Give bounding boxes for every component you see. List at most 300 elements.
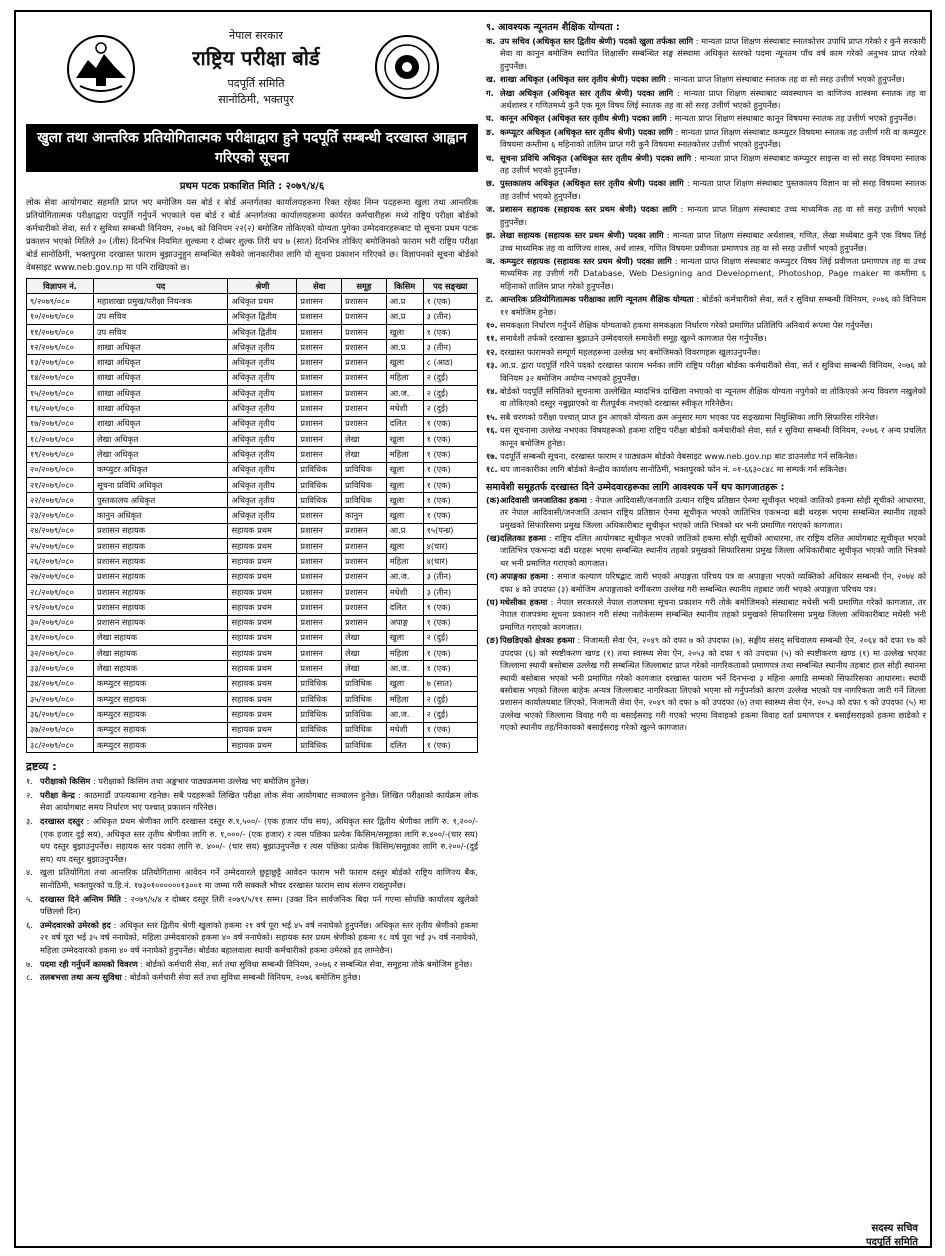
item-number: ङ. [486, 126, 495, 137]
table-cell: लेखा [342, 431, 387, 446]
item-number: (ग) [486, 571, 499, 582]
item-text: : मान्यता प्राप्त शिक्षण संस्थाबाट उच्च माध्यमिक तह वा सो सरह उत्तीर्ण भएको हुनुपर्नेछ। [500, 204, 926, 227]
item-body [500, 532, 926, 569]
table-cell: १ (एक) [423, 447, 477, 462]
item-heading: पुस्तकालय अधिकृत (अधिकृत स्तर तृतीय श्रेणी) पदका लागि [500, 178, 684, 189]
table-row [27, 431, 478, 446]
list-item [486, 112, 926, 124]
item-number: घ. [486, 113, 494, 124]
table-cell: अधिकृत तृतीय [228, 416, 297, 431]
item-heading: परीक्षा केन्द्र [40, 789, 75, 800]
table-cell: २ (दुई) [423, 707, 477, 722]
table-cell: कानुन [342, 508, 387, 523]
table-cell: खुला [386, 508, 423, 523]
table-cell: प्रशासन [297, 431, 342, 446]
item-text: : मान्यता प्राप्त शिक्षण संस्थाबाट अर्थशास्त्र, गणित, लेखा मध्येबाट कुनै एक विषय लिई उच्च माध्यमिक तह वा वाणिज्य शास्त्र, अर्थ शास्त्र, गणित विषयमा प्रवीणता प्रमाणपत्र तह वा सो सरह उत्तीर्ण भएको हुनुपर्नेछ। [500, 230, 926, 253]
item-body [500, 346, 760, 358]
table-cell: प्रशासन [342, 416, 387, 431]
item-number: ६. [26, 919, 33, 930]
table-cell: २८/२०७९/०८० [27, 584, 94, 599]
table-cell: १ (एक) [423, 508, 477, 523]
item-text: आ.प्र. द्वारा पदपूर्ति गरिने पदको दरखास्त फाराम भर्नका लागि राष्ट्रिय परीक्षा बोर्डका कर्मचारीको सेवा, सर्त र सुविधा सम्बन्धी विनियम, २०७६ को विनियम ३२ बमोजिम अयोग्य नभएको हुनुपर्नेछ। [500, 360, 926, 383]
table-cell: लेखा सहायक [93, 630, 228, 645]
table-cell: प्रशासन [297, 523, 342, 538]
table-cell: ११/२०७९/०८० [27, 324, 94, 339]
table-cell: कम्प्युटर सहायक [93, 692, 228, 707]
item-number: १८. [486, 464, 498, 475]
table-cell: प्रशासन [297, 370, 342, 385]
table-cell: ९/२०७९/०८० [27, 294, 94, 309]
table-cell: १५/२०७९/०८० [27, 386, 94, 401]
table-cell: अधिकृत तृतीय [228, 462, 297, 477]
item-number: (ख) [486, 533, 501, 544]
table-cell: अधिकृत तृतीय [228, 447, 297, 462]
table-cell: शाखा अधिकृत [93, 340, 228, 355]
table-cell: आ.प्र [386, 523, 423, 538]
table-cell: ३७/२०७९/०८० [27, 722, 94, 737]
item-text: : बोर्डको कर्मचारी सेवा सर्त तथा सुविधा सम्बन्धी विनियम, २०७६ बमोजिम हुनेछ। [121, 972, 361, 983]
item-text: बोर्डको पदपूर्ति समितिको सूचनामा उल्लेखित म्यादभित्र दाखिला नभएको वा न्यूनतम शैक्षिक योग्यता नपुगेको वा तोकिएको अन्य विवरण नखुलेको वा तोकिएको दस्तुर नबुझाएको वा रीतपूर्वक नभएको दरखास्त स्वीकृत गरिनेछैन। [500, 385, 926, 409]
item-text: सबै चरणको परीक्षा पश्चात् प्राप्त हुन आएको योग्यता क्रम अनुसार माग भएका पद सङ्ख्यामा नियुक्तिका लागि सिफारिस गरिनेछ। [500, 411, 879, 422]
item-text: समकक्षता निर्धारण गर्नुपर्ने शैक्षिक योग्यताको हकमा समकक्षता निर्धारण गरेको प्रमाणित प्रतिलिपि अनिवार्य रूपमा पेस गर्नुपर्नेछ। [500, 319, 873, 330]
table-cell: प्रशासन [342, 401, 387, 416]
table-cell: आ.प्र [386, 309, 423, 324]
signature-title: सदस्य सचिव [871, 1223, 918, 1234]
table-cell: शाखा अधिकृत [93, 401, 228, 416]
board-seal-icon [374, 34, 440, 100]
item-text: : काठमाडौं उपत्यकामा रहनेछ। सबै पदहरूको लिखित परीक्षा लोक सेवा आयोगबाट सञ्चालन हुनेछ। लिखित परीक्षाको कार्यक्रम लोक सेवा आयोगबाट समय निर्धारण भए पश्चात् प्रकाशन गरिनेछ। [40, 789, 478, 813]
table-cell: प्रशासन [342, 615, 387, 630]
item-number: १. [26, 776, 33, 787]
item-heading: परीक्षाको किसिम [40, 776, 91, 787]
table-cell: १ (एक) [423, 615, 477, 630]
qualification-list [486, 35, 926, 318]
table-cell: अधिकृत तृतीय [228, 493, 297, 508]
table-cell: ७ (सात) [423, 676, 477, 691]
table-cell: प्राविधिक [297, 722, 342, 737]
table-cell: महिला [386, 554, 423, 569]
item-number: ख. [486, 74, 496, 85]
item-body [500, 293, 926, 318]
table-row [27, 340, 478, 355]
table-cell: महिला [386, 646, 423, 661]
item-heading: मधेसीका हकमा [500, 597, 548, 608]
item-body [500, 494, 926, 531]
table-cell: प्राविधिक [342, 477, 387, 492]
item-text: : मान्यता प्राप्त शिक्षण संस्थाबाट कानून विषयमा स्नातक तह उत्तीर्ण भएको हुनुपर्नेछ। [666, 113, 917, 124]
table-cell: अधिकृत तृतीय [228, 508, 297, 523]
publish-date: प्रथम पटक प्रकाशित मिति : २०७९/४/६ [179, 181, 325, 192]
table-cell: लेखा [342, 630, 387, 645]
table-row [27, 447, 478, 462]
table-cell: कम्प्युटर सहायक [93, 676, 228, 691]
table-cell: कम्प्युटर सहायक [93, 737, 228, 752]
table-cell: दलित [386, 600, 423, 615]
table-row [27, 370, 478, 385]
table-cell: १ (एक) [423, 462, 477, 477]
item-text: : नेपाल आदिवासी/जनजाति उत्थान राष्ट्रिय प्रतिष्ठान ऐनमा सूचीकृत भएको जातिको हकमा सोही सूचीको आधारमा, तर नेपाल आदिवासी/जनजाति उत्थान राष्ट्रिय प्रतिष्ठान ऐनमा सूचीकृत भएको जातिभित्र एकभन्दा बढी थरहरू भएमा सम्बन्धित स्थानीय तहको प्रमुखको सिफारिसमा प्रमुख जिल्ला अधिकारीबाट सूचीकृत भएको जाति भित्रको थर भनी प्रमाणित गराएको कागजात। [500, 494, 926, 530]
table-row [27, 737, 478, 752]
item-text: पदपूर्ति सम्बन्धी सूचना, दरखास्त फाराम र पाठ्यक्रम बोर्डको वेबसाइट www.neb.gov.np बाट डाउनलोड गर्न सकिनेछ। [500, 451, 858, 461]
table-cell: अधिकृत द्वितीय [228, 324, 297, 339]
table-row [27, 722, 478, 737]
table-cell: ३ (तीन) [423, 584, 477, 599]
list-item [26, 893, 478, 918]
table-row [27, 539, 478, 554]
table-cell: प्रशासन सहायक [93, 523, 228, 538]
table-cell: कम्प्युटर अधिकृत [93, 462, 228, 477]
table-cell: ४(चार) [423, 539, 477, 554]
list-item [26, 775, 478, 788]
table-header-row [27, 279, 478, 294]
item-heading: उप सचिव (अधिकृत स्तर द्वितीय श्रेणी) पदको खुला तर्फका लागि [500, 36, 694, 46]
table-cell: प्रशासन [342, 294, 387, 309]
list-item [26, 971, 478, 984]
additional-rules-list [486, 319, 926, 476]
table-cell: खुला [386, 431, 423, 446]
item-heading: कानून अधिकृत (अधिकृत स्तर तृतीय श्रेणी) पदका लागि [500, 113, 667, 124]
item-body [40, 866, 478, 891]
table-cell: प्रशासन सहायक [93, 615, 228, 630]
table-cell: प्रशासन सहायक [93, 584, 228, 599]
table-cell: प्रशासन [297, 661, 342, 676]
list-item [486, 463, 926, 475]
list-item [486, 359, 926, 384]
table-cell: अधिकृत तृतीय [228, 431, 297, 446]
table-cell: २०/२०७९/०८० [27, 462, 94, 477]
table-cell: प्रशासन [297, 539, 342, 554]
table-cell: १ (एक) [423, 646, 477, 661]
table-cell: २ (दुई) [423, 370, 477, 385]
table-cell: प्राविधिक [297, 692, 342, 707]
table-cell: १ (एक) [423, 324, 477, 339]
item-text: : बोर्डको कर्मचारीको सेवा, सर्त र सुविधा सम्बन्धी विनियम, २०७६ को विनियम ११ बमोजिम हुनेछ। [500, 294, 926, 317]
table-cell: खुला [386, 630, 423, 645]
table-cell: अधिकृत प्रथम [228, 294, 297, 309]
item-text: : निजामती सेवा ऐन, २०४९ को दफा ७ को उपदफा (७), सङ्घीय संसद् सचिवालय सम्बन्धी ऐन, २०६४ को दफा १७ को उपदफा (६) को स्पष्टीकरण खण्ड (१) तथा स्वास्थ्य सेवा ऐन, २०५३ को दफा ९ को उपदफा (५) को स्पष्टीकरण खण्ड (१) मा उल्लेख भएका जिल्लामा स्थायी बसोबास उल्लेख गरी सम्बन्धित जिल्लाबाट प्राप्त गरेको नागरिकताको प्रमाणपत्र तथा सम्बन्धित स्थानीय तहबाट हाल सोही स्थानमा स्थायी बसोबास भएको भनी प्रमाणित गरेको कागजात दरखास्त फाराम भर्ने दिनभन्दा ३ महिना अगाडि सम्मको सिफारिसका आधारमा। स्थायी बसोबास भएको जिल्ला बाहेक अन्यत्र जिल्लाबाट नागरिकता लिएको भएमा सो गर्नुपर्नाको कारण उल्लेख भएको पत्र नागरिकता जारी गर्ने जिल्ला प्रशासन कार्यालयबाट लिएको, निजामती सेवा ऐन, २०४९ को दफा ७ को उपदफा (७) तथा स्वास्थ्य सेवा ऐन, २०५३ को दफा ९ को उपदफा (५) मा उल्लेख भएको जिल्लामा विवाह गरी वा बसाईसराइ गरी गएको भएमा विवाहको हकमा विवाह दर्ता प्रमाणपत्र र बसाईसराइको हकमा छाडेको र गएको स्थानीय तह/निकायको बसाईसराइ गरेको खुल्ने कागजात। [500, 635, 926, 733]
table-cell: १६/२०७९/०८० [27, 401, 94, 416]
table-cell: ३०/२०७९/०८० [27, 615, 94, 630]
table-cell: प्रशासन [342, 584, 387, 599]
table-cell: सहायक प्रथम [228, 646, 297, 661]
table-cell: आ.ज. [386, 661, 423, 676]
list-item [26, 815, 478, 865]
table-cell: ३८/२०७९/०८० [27, 737, 94, 752]
item-body [500, 126, 926, 151]
table-cell: शाखा अधिकृत [93, 355, 228, 370]
table-row [27, 600, 478, 615]
table-cell: १ (एक) [423, 493, 477, 508]
item-heading: आन्तरिक प्रतियोगितात्मक परीक्षाका लागि न्यूनतम शैक्षिक योग्यता [500, 294, 694, 305]
table-cell: ३२/२०७९/०८० [27, 646, 94, 661]
table-cell: अधिकृत तृतीय [228, 477, 297, 492]
table-cell: २३/२०७९/०८० [27, 508, 94, 523]
table-cell: खुला [386, 324, 423, 339]
table-cell: प्रशासन [297, 340, 342, 355]
table-row [27, 386, 478, 401]
item-number: क. [486, 36, 496, 46]
item-number: च. [486, 152, 495, 163]
table-cell: प्रशासन [297, 324, 342, 339]
table-cell: अधिकृत तृतीय [228, 386, 297, 401]
table-row [27, 554, 478, 569]
table-cell: शाखा अधिकृत [93, 416, 228, 431]
item-text: : मान्यता प्राप्त शिक्षण संस्थाबाट कम्प्युटर विषय लिई प्रवीणता प्रमाणपत्र तह वा उच्च माध्यमिक तह उत्तीर्ण गरी Database, Web Designing and Development, Photoshop, Page maker मा कम्तीमा ६ महिनाको तालिम प्राप्त गरेको हुनुपर्नेछ। [500, 255, 926, 291]
table-cell: खुला [386, 462, 423, 477]
table-row [27, 355, 478, 370]
table-cell: प्रशासन [297, 386, 342, 401]
table-cell: प्रशासन [342, 340, 387, 355]
table-row [27, 309, 478, 324]
item-number: १३. [486, 360, 498, 371]
item-text: : परीक्षाको किसिम तथा अङ्कभार पाठ्यक्रममा उल्लेख भए बमोजिम हुनेछ। [90, 776, 309, 787]
item-text: : मान्यता प्राप्त शिक्षण संस्थाबाट पुस्तकालय विज्ञान वा सो सरह विषयमा स्नातक तह उत्तीर्ण भएको हुनुपर्नेछ। [500, 178, 926, 201]
item-body [500, 35, 926, 72]
notice-page [14, 10, 932, 1248]
table-cell: २५/२०७९/०८० [27, 539, 94, 554]
item-text: दरखास्त फारामको सम्पूर्ण महलहरूमा उल्लेख भए बमोजिमको विवरणहरू खुलाउनुपर्नेछ। [500, 346, 761, 357]
item-body [500, 203, 926, 228]
table-row [27, 477, 478, 492]
table-cell: प्रशासन सहायक [93, 569, 228, 584]
table-row [27, 692, 478, 707]
table-cell: दलित [386, 416, 423, 431]
item-number: १५. [486, 411, 498, 422]
nepal-emblem-icon [66, 34, 136, 104]
item-heading: सूचना प्रविधि अधिकृत (अधिकृत स्तर तृतीय श्रेणी) पदका लागि [500, 152, 692, 163]
table-cell: प्रशासन [297, 569, 342, 584]
item-heading: दरखास्त दस्तुर [40, 815, 84, 826]
item-body [500, 319, 873, 331]
item-text: : मान्यता प्राप्त शिक्षण संस्थाबाट कम्प्युटर साइन्स वा सो सरह विषयमा स्नातक तह उत्तीर्ण भएको हुनुपर्नेछ। [500, 152, 926, 176]
item-text: : राष्ट्रिय दलित आयोगबाट सूचीकृत भएको जातिको हकमा सोही सूचीको आधारमा, तर राष्ट्रिय दलित आयोगबाट सूचीकृत भएको जातिभित्र एकभन्दा बढी थरहरू भएमा सम्बन्धित स्थानीय तहको प्रमुखको सिफारिसमा प्रमुख जिल्ला अधिकारीबाट सूचीकृत भएको जाति भित्रको थर भनी प्रमाणित गराएको कागजात। [500, 533, 926, 568]
table-cell: उप सचिव [93, 309, 228, 324]
table-cell: प्रशासन [297, 554, 342, 569]
table-cell: लेखा अधिकृत [93, 447, 228, 462]
table-cell: प्रशासन [342, 600, 387, 615]
item-body [500, 152, 926, 177]
list-item [486, 532, 926, 569]
table-cell: १०/२०७९/०८० [27, 309, 94, 324]
table-cell: सहायक प्रथम [228, 615, 297, 630]
item-heading: प्रशासन सहायक (सहायक स्तर प्रथम श्रेणी) पदका लागि [500, 204, 677, 215]
item-number: ८. [26, 972, 33, 983]
table-cell: आ.ज. [386, 569, 423, 584]
table-cell: प्रशासन [342, 523, 387, 538]
table-cell: ३४/२०७९/०८० [27, 676, 94, 691]
item-number: (घ) [486, 597, 499, 608]
table-cell: सहायक प्रथम [228, 676, 297, 691]
table-header-cell: श्रेणी [228, 279, 297, 294]
table-cell: ३३/२०७९/०८० [27, 661, 94, 676]
table-cell: प्रशासन [297, 615, 342, 630]
item-number: ३. [26, 815, 33, 826]
item-text: : मान्यता प्राप्त शिक्षण संस्थाबाट स्नातक तह वा सो सरह उत्तीर्ण भएको हुनुपर्नेछ। [665, 74, 905, 85]
table-cell: ३५/२०७९/०८० [27, 692, 94, 707]
table-cell: उप सचिव [93, 324, 228, 339]
signature-committee: पदपूर्ति समिति [865, 1237, 918, 1248]
item-body [500, 450, 857, 462]
inclusive-list [486, 494, 926, 734]
table-cell: अधिकृत द्वितीय [228, 309, 297, 324]
item-number: ४. [26, 867, 33, 878]
table-cell: प्रशासन सहायक [93, 554, 228, 569]
item-number: २. [26, 789, 33, 800]
table-header-cell: पद [93, 279, 228, 294]
list-item [26, 789, 478, 814]
table-cell: १२/२०७९/०८० [27, 340, 94, 355]
table-cell: अधिकृत तृतीय [228, 340, 297, 355]
table-row [27, 707, 478, 722]
table-cell: प्रशासन [342, 355, 387, 370]
table-cell: प्रशासन [297, 355, 342, 370]
table-cell: १८/२०७९/०८० [27, 431, 94, 446]
item-heading: दलितका हकमा [500, 533, 546, 544]
table-cell: १ (एक) [423, 431, 477, 446]
table-cell: सहायक प्रथम [228, 523, 297, 538]
table-cell: सहायक प्रथम [228, 600, 297, 615]
item-body [500, 634, 926, 733]
table-cell: ३१/२०७९/०८० [27, 630, 94, 645]
table-cell: प्रशासन [297, 600, 342, 615]
list-item [486, 634, 926, 733]
list-item [486, 411, 926, 423]
item-number: ञ. [486, 255, 496, 266]
table-cell: २ (दुई) [423, 386, 477, 401]
item-body [40, 789, 478, 814]
table-cell: महाशाखा प्रमुख/परीक्षा नियन्त्रक [93, 294, 228, 309]
list-item [486, 424, 926, 449]
table-cell: सहायक प्रथम [228, 722, 297, 737]
table-cell: प्रशासन [297, 447, 342, 462]
table-cell: पुस्तकालय अधिकृत [93, 493, 228, 508]
table-cell: खुला [386, 355, 423, 370]
item-text: यस सूचनामा उल्लेख नभएका विषयहरूको हकमा राष्ट्रिय परीक्षा बोर्डको कर्मचारीको सेवा, सर्त र सुविधा सम्बन्धी विनियम, २०७६ र अन्य प्रचलित कानून बमोजिम हुनेछ। [500, 425, 926, 448]
table-row [27, 584, 478, 599]
item-body [500, 424, 926, 449]
item-heading: कम्प्युटर सहायक (सहायक स्तर प्रथम श्रेणी) पदका लागि [500, 255, 672, 266]
item-number: १४. [486, 385, 498, 396]
list-item [486, 229, 926, 254]
table-cell: प्रशासन [342, 324, 387, 339]
inclusive-title: समावेशी समूहतर्फ दरखास्त दिने उम्मेदवारहरूका लागि आवश्यक पर्ने थप कागजातहरू : [486, 481, 785, 493]
table-cell: सहायक प्रथम [228, 584, 297, 599]
table-cell: दलित [386, 737, 423, 752]
table-cell: आ.ज. [386, 386, 423, 401]
item-heading: तलबभत्ता तथा अन्य सुविधा [40, 972, 122, 983]
table-cell: प्रशासन [297, 646, 342, 661]
table-cell: आ.प्र [386, 340, 423, 355]
table-header-cell: पद सङ्ख्या [423, 279, 477, 294]
table-cell: ३ (तीन) [423, 569, 477, 584]
table-cell: अधिकृत तृतीय [228, 355, 297, 370]
table-cell: लेखा [342, 646, 387, 661]
table-cell: कानुन अधिकृत [93, 508, 228, 523]
table-cell: १ (एक) [423, 600, 477, 615]
table-cell: प्रशासन [342, 554, 387, 569]
committee-label: पदपूर्ति समिति [227, 77, 285, 90]
table-header-cell: समूह [342, 279, 387, 294]
government-label: नेपाल सरकार [229, 29, 283, 42]
item-heading: कम्प्यूटर अधिकृत (अधिकृत स्तर तृतीय श्रेणी) पदका लागि [500, 126, 673, 137]
location-label: सानोठिमी, भक्तपुर [218, 93, 294, 106]
list-item [486, 177, 926, 202]
table-cell: शाखा अधिकृत [93, 386, 228, 401]
item-text: : मान्यता प्राप्त शिक्षण संस्थाबाट व्यवस्थापन वा वाणिज्य शास्त्रमा स्नातक तह वा अर्थशास्त्र र गणितमध्ये कुनै एक मूल विषय लिई स्नातक तह वा सो सरह उत्तीर्ण भएको हुनुपर्नेछ। [500, 87, 926, 111]
table-cell: कम्प्युटर सहायक [93, 707, 228, 722]
table-cell: १५(पन्ध्र) [423, 523, 477, 538]
table-cell: १७/२०७९/०८० [27, 416, 94, 431]
item-body [40, 775, 309, 788]
table-header-cell: किसिम [386, 279, 423, 294]
list-item [486, 570, 926, 595]
table-cell: प्रशासन [297, 584, 342, 599]
table-cell: ४(चार) [423, 554, 477, 569]
table-cell: १ (एक) [423, 416, 477, 431]
table-cell: १ (एक) [423, 737, 477, 752]
left-column [26, 20, 478, 984]
table-cell: लेखा [342, 447, 387, 462]
table-cell: प्रशासन [297, 416, 342, 431]
table-cell: आ.प्र [386, 294, 423, 309]
item-text: : अधिकृत स्तर द्वितीय श्रेणी खुलाको हकमा २१ वर्ष पूरा भई ४५ वर्ष ननाघेको हुनुपर्नेछ। अधिकृत स्तर तृतीय श्रेणीको हकमा २१ वर्ष पूरा भई ३५ वर्ष ननाघेको, महिला उम्मेदवारको हकमा ४० वर्ष ननाघेको। सहायक स्तर प्रथम श्रेणीको हकमा १८ वर्ष पूरा भई ३५ वर्ष ननाघेको, महिला उम्मेदवारको हकमा ४० वर्ष ननाघेको हुनुपर्नेछ। बोर्डका बहालवाला स्थायी कर्मचारीको हकमा उमेरको हद लाग्नेछैन। [40, 919, 478, 955]
table-cell: सहायक प्रथम [228, 630, 297, 645]
item-body [500, 73, 905, 85]
item-body [40, 815, 478, 865]
item-body [500, 332, 767, 344]
item-body [500, 463, 847, 475]
table-cell: प्रशासन [342, 370, 387, 385]
table-cell: महिला [386, 447, 423, 462]
table-cell: लेखा अधिकृत [93, 431, 228, 446]
table-cell: २ (दुई) [423, 692, 477, 707]
table-cell: प्रशासन [342, 309, 387, 324]
item-heading: अपाङ्गका हकमा [500, 571, 548, 582]
item-number: १७. [486, 451, 498, 461]
header [26, 20, 478, 120]
item-number: ५. [26, 893, 33, 904]
table-cell: १ (एक) [423, 661, 477, 676]
table-cell: महिला [386, 692, 423, 707]
table-cell: सहायक प्रथम [228, 707, 297, 722]
table-cell: प्रशासन [342, 539, 387, 554]
table-cell: २१/२०७९/०८० [27, 477, 94, 492]
item-number: झ. [486, 230, 496, 241]
item-body [500, 385, 926, 410]
item-body [500, 570, 926, 595]
list-item [486, 319, 926, 331]
table-row [27, 661, 478, 676]
table-cell: कम्प्युटर सहायक [93, 722, 228, 737]
item-body [500, 411, 878, 423]
item-number: (क) [486, 494, 500, 505]
table-row [27, 523, 478, 538]
table-cell: प्रशासन [297, 630, 342, 645]
list-item [486, 73, 926, 85]
table-cell: लेखा सहायक [93, 646, 228, 661]
table-cell: अधिकृत तृतीय [228, 401, 297, 416]
table-cell: ८ (आठ) [423, 355, 477, 370]
table-cell: प्राविधिक [342, 676, 387, 691]
table-cell: प्राविधिक [297, 676, 342, 691]
table-cell: प्रशासन [342, 386, 387, 401]
table-cell: प्राविधिक [342, 737, 387, 752]
list-item [486, 87, 926, 112]
list-item [486, 293, 926, 318]
item-heading: आदिवासी जनजातिका हकमा [500, 494, 587, 505]
list-item [26, 958, 478, 971]
list-item [486, 203, 926, 228]
